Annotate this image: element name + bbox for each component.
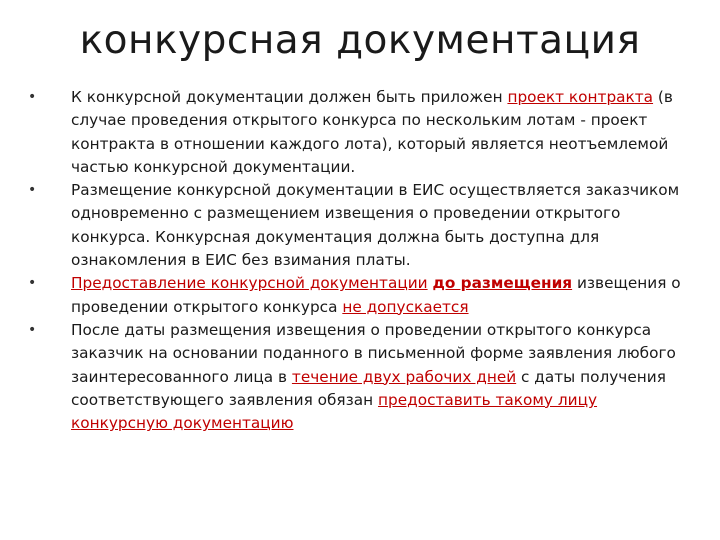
bullet-item-3	[28, 272, 684, 319]
bullet-1-text-end: (в случае проведения открытого конкурса по нескольким лотам - проект контракта в отношении каждого лота), который является неотъемлемой частью конкурсной документации.	[71, 88, 673, 176]
bullet-dot-icon: •	[28, 182, 37, 199]
bullet-dot-icon: •	[28, 89, 37, 105]
link-provision-of-documentation[interactable]: Предоставление конкурсной документации	[71, 274, 428, 293]
link-provide-documentation[interactable]: предоставить такому лицу конкурсную документацию	[71, 390, 598, 433]
link-draft-contract[interactable]: проект контракта	[507, 88, 654, 106]
slide-title: конкурсная документация	[79, 18, 641, 63]
bullet-3-text-middle: извещения о проведении открытого конкурса	[71, 274, 681, 316]
bullet-item-1	[28, 86, 684, 179]
bullet-dot-icon: •	[28, 321, 37, 338]
bullet-item-2	[28, 179, 684, 272]
bullet-item-4	[28, 319, 684, 435]
bullet-list	[28, 86, 684, 435]
link-not-allowed[interactable]: не допускается	[342, 297, 469, 316]
link-two-working-days[interactable]: течение двух рабочих дней	[291, 367, 517, 386]
bullet-2-text: Размещение конкурсной документации в ЕИС осуществляется заказчиком одновременно с размещением извещения о проведении открытого конкурса. Конкурсная документация должна быть доступна для ознакомления в ЕИС без взимания платы.	[71, 181, 680, 270]
bullet-4-text-middle: с даты получения соответствующего заявления обязан	[71, 367, 666, 409]
link-before-publication[interactable]: до размещения	[432, 274, 573, 293]
bullet-1-text-start: К конкурсной документации должен быть приложен	[71, 88, 508, 106]
bullet-4-text-start: После даты размещения извещения о проведении открытого конкурса заказчик на основании поданного в письменной форме заявления любого заинтересованного лица в	[71, 320, 676, 386]
bullet-dot-icon: •	[28, 275, 37, 292]
